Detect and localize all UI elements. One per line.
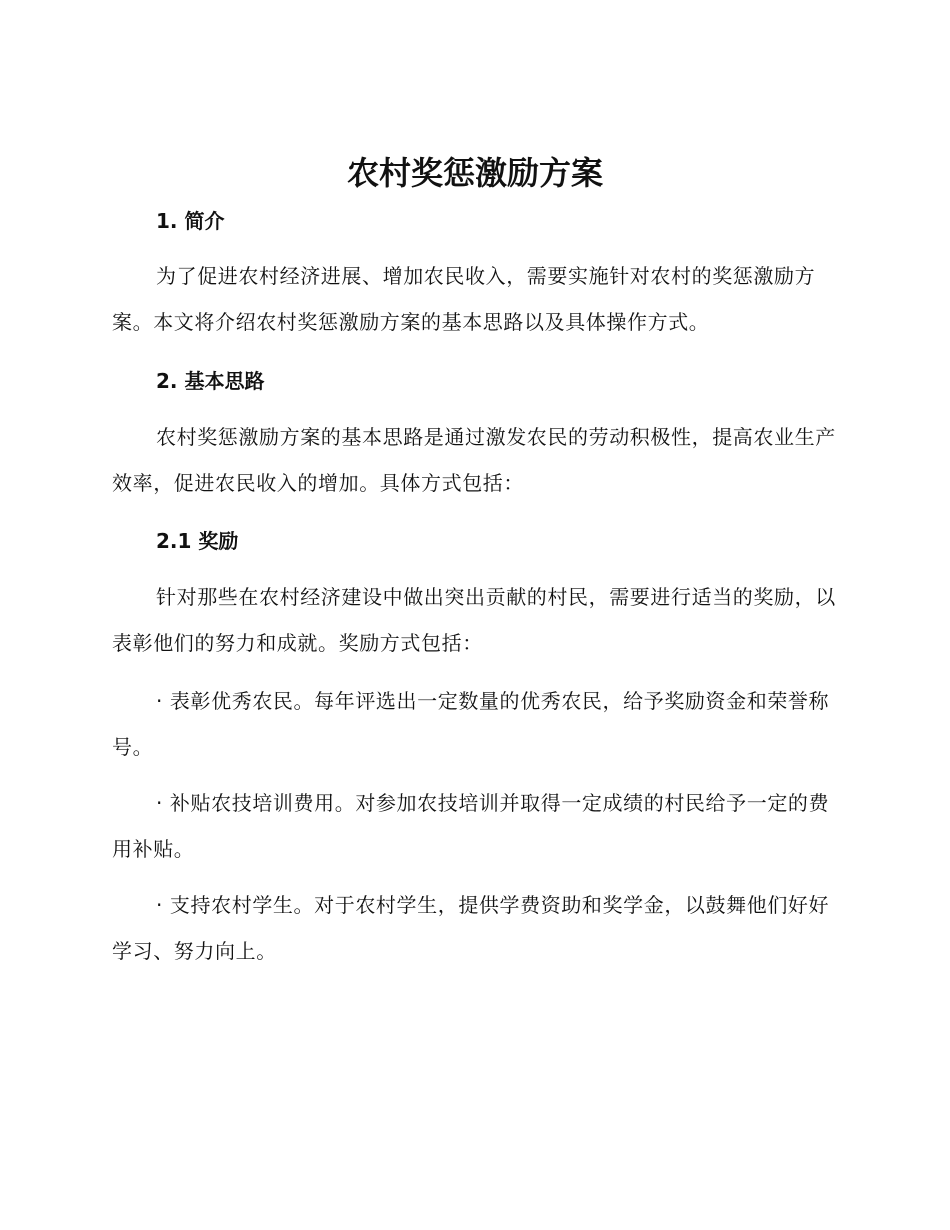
section-paragraph-basic-idea: 农村奖惩激励方案的基本思路是通过激发农民的劳动积极性，提高农业生产效率，促进农民收入的增加。具体方式包括： bbox=[112, 425, 836, 495]
bullet-item-outstanding-farmers: · 表彰优秀农民。每年评选出一定数量的优秀农民，给予奖励资金和荣誉称号。 bbox=[112, 689, 830, 759]
section-heading-basic-idea: 2. 基本思路 bbox=[156, 369, 265, 393]
bullet-item-training-subsidy: · 补贴农技培训费用。对参加农技培训并取得一定成绩的村民给予一定的费用补贴。 bbox=[112, 791, 830, 861]
section-heading-intro: 1. 简介 bbox=[156, 209, 225, 233]
section-paragraph-intro: 为了促进农村经济进展、增加农民收入，需要实施针对农村的奖惩激励方案。本文将介绍农村奖惩激励方案的基本思路以及具体操作方式。 bbox=[112, 264, 816, 334]
section-heading-rewards: 2.1 奖励 bbox=[156, 529, 239, 553]
section-paragraph-rewards: 针对那些在农村经济建设中做出突出贡献的村民，需要进行适当的奖励，以表彰他们的努力和成就。奖励方式包括： bbox=[112, 585, 836, 655]
document-title: 农村奖惩激励方案 bbox=[346, 154, 603, 192]
bullet-item-student-support: · 支持农村学生。对于农村学生，提供学费资助和奖学金，以鼓舞他们好好学习、努力向上。 bbox=[112, 893, 830, 963]
